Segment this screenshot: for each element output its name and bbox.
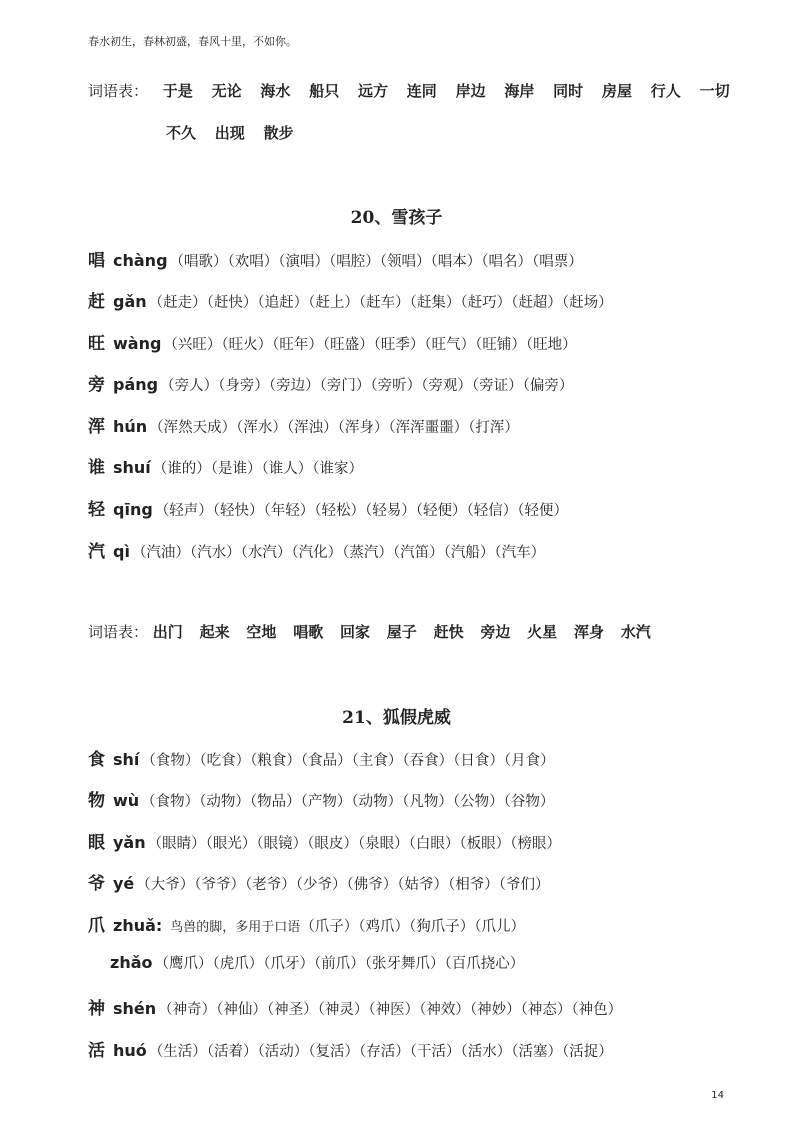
char-entry <box>88 453 363 478</box>
vocab-word: 起来 <box>199 623 230 641</box>
char-entry <box>88 329 577 354</box>
entry-terms: （食物）（动物）（物品）（产物）（动物）（凡物）（公物）（谷物） <box>141 794 555 810</box>
vocab-word: 赶快 <box>433 623 464 641</box>
vocab-word: 浑身 <box>573 623 604 641</box>
char-entry-alt-reading <box>110 952 524 973</box>
entry-char: 爷 <box>88 874 105 894</box>
entry-pinyin: chàng <box>113 251 168 270</box>
header-note: 春水初生，春林初盛，春风十里，不如你。 <box>88 35 297 48</box>
entry-pinyin: gǎn <box>113 292 147 311</box>
char-entry <box>88 911 525 936</box>
entry-char: 轻 <box>88 500 105 520</box>
vocab-word: 房屋 <box>601 82 632 100</box>
entry-pinyin: yǎn <box>113 833 146 852</box>
vocab-word: 唱歌 <box>293 623 324 641</box>
entry-pinyin: wù <box>113 791 140 810</box>
vocab-list-top <box>88 80 730 101</box>
char-entry <box>88 869 550 894</box>
entry-terms: （食物）（吃食）（粮食）（食品）（主食）（吞食）（日食）（月食） <box>141 753 555 769</box>
entry-terms: （眼睛）（眼光）（眼镜）（眼皮）（泉眼）（白眼）（板眼）（榜眼） <box>147 836 561 852</box>
entry-pinyin: qīng <box>113 500 153 519</box>
entry-terms: （赶走）（赶快）（追赶）（赶上）（赶车）（赶集）（赶巧）（赶超）（赶场） <box>148 295 613 311</box>
entry-char: 旁 <box>88 375 105 395</box>
char-entry <box>88 287 613 312</box>
entry-char: 神 <box>88 999 105 1019</box>
vocab-word: 无论 <box>211 82 242 100</box>
char-entry <box>88 412 519 437</box>
entry-pinyin: shén <box>113 999 157 1018</box>
entry-pinyin: zhǎo <box>110 953 153 972</box>
vocab-word: 旁边 <box>480 623 511 641</box>
entry-char: 谁 <box>88 458 105 478</box>
vocab-word: 海水 <box>260 82 291 100</box>
vocab-word: 海岸 <box>504 82 535 100</box>
char-entry <box>88 786 554 811</box>
vocab-word: 远方 <box>357 82 388 100</box>
entry-pinyin: qì <box>113 542 130 561</box>
vocab-word: 不久 <box>166 124 197 142</box>
char-entry <box>88 828 561 853</box>
entry-char: 汽 <box>88 542 105 562</box>
entry-char: 赶 <box>88 292 105 312</box>
char-entry <box>88 537 545 562</box>
entry-char: 食 <box>88 750 105 770</box>
vocab-word: 出门 <box>152 623 183 641</box>
char-entry <box>88 1036 613 1061</box>
entry-pinyin: huó <box>113 1041 147 1060</box>
entry-terms: （鹰爪）（虎爪）（爪牙）（前爪）（张牙舞爪）（百爪挠心） <box>154 956 525 972</box>
entry-terms: （唱歌）（欢唱）（演唱）（唱腔）（领唱）（唱本）（唱名）（唱票） <box>169 254 583 270</box>
vocab-label: 词语表： <box>88 82 149 100</box>
entry-terms: （轻声）（轻快）（年轻）（轻松）（轻易）（轻便）（轻信）（轻便） <box>154 503 569 519</box>
vocab-word: 一切 <box>699 82 730 100</box>
char-entry <box>88 370 573 395</box>
entry-pinyin: shí <box>113 750 140 769</box>
vocab-word: 火星 <box>527 623 558 641</box>
vocab-word: 岸边 <box>455 82 486 100</box>
entry-char: 浑 <box>88 417 105 437</box>
entry-terms: （爪子）（鸡爪）（狗爪子）（爪儿） <box>300 919 526 935</box>
entry-pinyin: yé <box>113 874 135 893</box>
entry-pinyin: wàng <box>113 334 162 353</box>
entry-char: 唱 <box>88 251 105 271</box>
char-entry <box>88 745 555 770</box>
entry-note: 鸟兽的脚，多用于口语 <box>170 920 301 935</box>
entry-char: 活 <box>88 1041 105 1061</box>
vocab-word: 空地 <box>246 623 277 641</box>
vocab-word: 连同 <box>406 82 437 100</box>
entry-terms: （谁的）（是谁）（谁人）（谁家） <box>152 461 364 477</box>
entry-terms: （神奇）（神仙）（神圣）（神灵）（神医）（神效）（神妙）（神态）（神色） <box>158 1002 623 1018</box>
vocab-word: 同时 <box>553 82 584 100</box>
entry-terms: （汽油）（汽水）（水汽）（汽化）（蒸汽）（汽笛）（汽船）（汽车） <box>131 545 546 561</box>
vocab-word: 水汽 <box>620 623 651 641</box>
lesson-20-title: 20、雪孩子 <box>350 208 443 228</box>
char-entry <box>88 495 568 520</box>
entry-char: 爪 <box>88 916 105 936</box>
entry-char: 眼 <box>88 833 105 853</box>
entry-terms: （浑然天成）（浑水）（浑浊）（浑身）（浑浑噩噩）（打浑） <box>149 420 519 436</box>
entry-pinyin: páng <box>113 375 159 394</box>
vocab-word: 出现 <box>214 124 245 142</box>
vocab-word: 回家 <box>339 623 370 641</box>
entry-char: 物 <box>88 791 105 811</box>
char-entry <box>88 994 622 1019</box>
entry-pinyin: hún <box>113 417 148 436</box>
lesson-21-title: 21、狐假虎威 <box>342 708 451 728</box>
char-entry <box>88 246 583 271</box>
vocab-list-lesson-20 <box>88 621 663 642</box>
page-number: 14 <box>711 1090 724 1101</box>
vocab-word: 散步 <box>263 124 294 142</box>
entry-pinyin: zhuǎ: <box>113 916 163 935</box>
vocab-word: 行人 <box>650 82 681 100</box>
vocab-word: 船只 <box>309 82 340 100</box>
entry-pinyin: shuí <box>113 458 151 477</box>
entry-char: 旺 <box>88 334 105 354</box>
vocab-label: 词语表： <box>88 623 149 641</box>
vocab-list-top-line2 <box>166 122 308 143</box>
entry-terms: （旁人）（身旁）（旁边）（旁门）（旁听）（旁观）（旁证）（偏旁） <box>160 378 574 394</box>
entry-terms: （大爷）（爷爷）（老爷）（少爷）（佛爷）（姑爷）（相爷）（爷们） <box>136 877 550 893</box>
entry-terms: （生活）（活着）（活动）（复活）（存活）（干活）（活水）（活塞）（活捉） <box>148 1044 613 1060</box>
vocab-word: 屋子 <box>386 623 417 641</box>
entry-terms: （兴旺）（旺火）（旺年）（旺盛）（旺季）（旺气）（旺铺）（旺地） <box>163 337 577 353</box>
vocab-word: 于是 <box>162 82 193 100</box>
